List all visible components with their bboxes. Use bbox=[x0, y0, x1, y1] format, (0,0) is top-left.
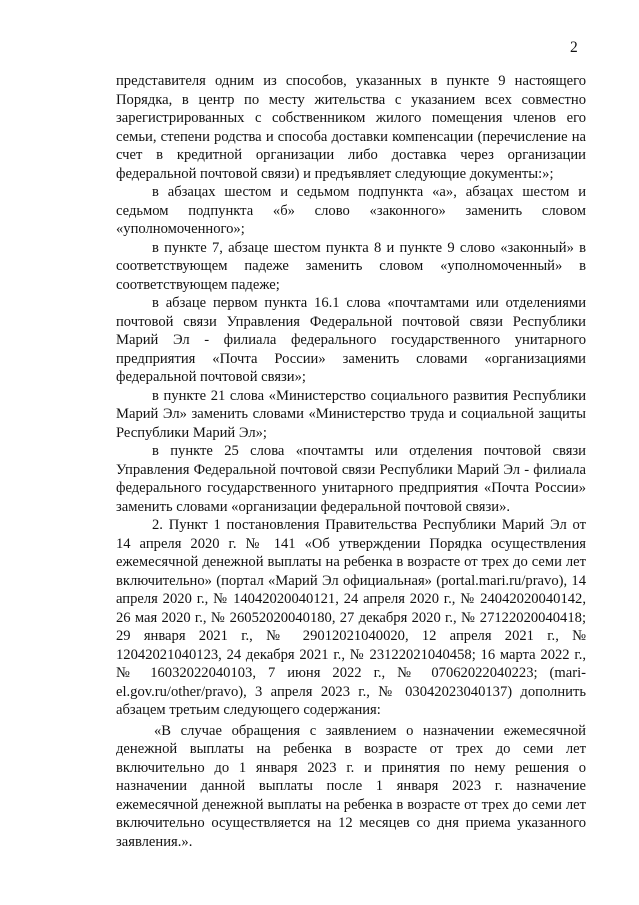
paragraph-amendment-point-25: в пункте 25 слова «почтамты или отделения почтовой связи Управления Федеральной почтовой связи Республики Марий Эл - филиала федерального государственного унитарного предприятия «Почта России» заменить словами «организации федеральной почтовой связи». bbox=[116, 443, 586, 515]
paragraph-amendment-point-21: в пункте 21 слова «Министерство социального развития Республики Марий Эл» заменить словами «Министерство труда и социальной защиты Республики Марий Эл»; bbox=[116, 387, 586, 441]
paragraph-item-2: 2. Пункт 1 постановления Правительства Республики Марий Эл от 14 апреля 2020 г. № 141 «Об утверждении Порядка осуществления ежемесячной денежной выплаты на ребенка в возрасте от трех до семи лет включительно» (портал «Марий Эл официальная» (portal.mari.ru/pravo), 14 апреля 2020 г., № 14042020040121, 24 апреля 2020 г., № 24042020040142, 26 мая 2020 г., № 26052020040180, 27 декабря 2020 г., № 27122020040418; 29 января 2021 г., № 29012021040020, 12 апреля 2021 г., № 12042021040123, 24 декабря 2021 г., № 23122021040458; 16 марта 2022 г., № 16032022040103, 7 июня 2022 г., № 07062022040223; (mari-el.gov.ru/other/pravo), 3 апреля 2023 г., № 03042023040137) дополнить абзацем третьим следующего содержания: bbox=[116, 517, 586, 718]
paragraph-quoted-addition: «В случае обращения с заявлением о назначении ежемесячной денежной выплаты на ребенка в возрасте от трех до семи лет включительно до 1 января 2023 г. и принятия по нему решения о назначении данной выплаты после 1 января 2023 г. назначение ежемесячной денежной выплаты на ребенка в возрасте от трех до семи лет включительно осуществляется на 12 месяцев со дня приема указанного заявления.». bbox=[116, 722, 586, 850]
page-number: 2 bbox=[570, 39, 578, 56]
document-body bbox=[116, 72, 586, 851]
paragraph-amendment-subitems: в абзацах шестом и седьмом подпункта «а», абзацах шестом и седьмом подпункта «б» слово «законного» заменить словом «уполномоченного»; bbox=[116, 184, 586, 237]
paragraph-continuation: представителя одним из способов, указанных в пункте 9 настоящего Порядка, в центр по месту жительства с указанием всех совместно зарегистрированных с собственником жилого помещения членов его семьи, степени родства и способа доставки компенсации (перечисление на счет в кредитной организации либо доставка через организации федеральной почтовой связи) и предъявляет следующие документы:»; bbox=[116, 73, 586, 182]
paragraph-amendment-points-7-9: в пункте 7, абзаце шестом пункта 8 и пункте 9 слово «законный» в соответствующем падеже заменить словом «уполномоченный» в соответствующем падеже; bbox=[116, 239, 586, 293]
paragraph-amendment-point-16-1: в абзаце первом пункта 16.1 слова «почтамтами или отделениями почтовой связи Управления Федеральной почтовой связи Республики Марий Эл - филиала федерального государственного унитарного предприятия «Почта России» заменить словами «организациями федеральной почтовой связи»; bbox=[116, 295, 586, 385]
